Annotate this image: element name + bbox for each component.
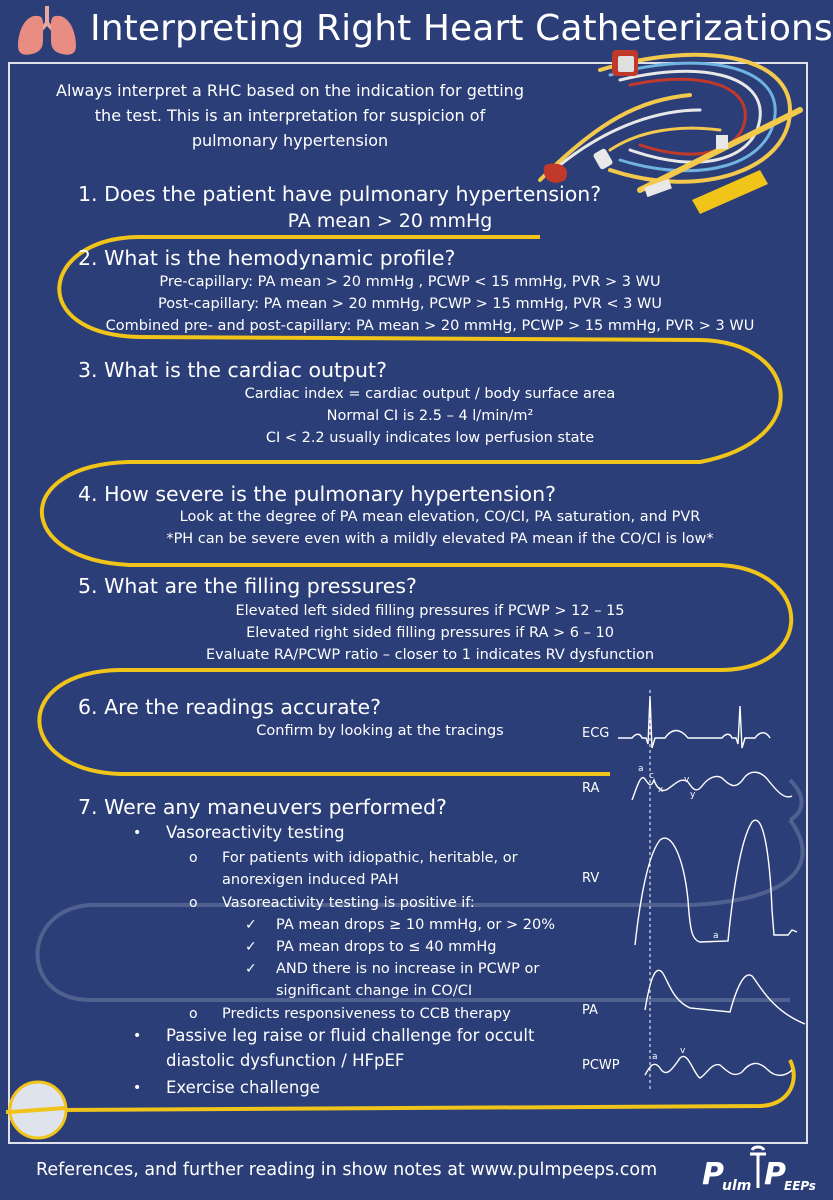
maneuver-passive-leg-raise: diastolic dysfunction / HFpEF	[166, 1051, 405, 1070]
question-2-line: Post-capillary: PA mean > 20 mmHg, PCWP > 15 mmHg, PVR < 3 WU	[158, 296, 662, 312]
ra-wave-a: a	[638, 764, 644, 774]
question-6-heading: 6. Are the readings accurate?	[78, 695, 382, 719]
svg-text:EEPs: EEPs	[784, 1179, 816, 1193]
tracing-label-ecg: ECG	[582, 726, 610, 741]
tracing-label-rv: RV	[582, 871, 600, 886]
tracing-label-ra: RA	[582, 781, 600, 796]
bullet-marker: •	[133, 1028, 142, 1044]
pulm-peeps-logo	[700, 1146, 816, 1196]
question-3-line: CI < 2.2 usually indicates low perfusion state	[265, 430, 595, 446]
footer-references: References, and further reading in show notes at www.pulmpeeps.com	[36, 1160, 658, 1180]
rv-wave-a: a	[713, 931, 719, 941]
question-2-heading: 2. What is the hemodynamic profile?	[78, 246, 456, 270]
criteria-line: PA mean drops ≥ 10 mmHg, or > 20%	[276, 917, 555, 933]
maneuver-passive-leg-raise: Passive leg raise or fluid challenge for occult	[166, 1026, 535, 1045]
intro-text: Always interpret a RHC based on the indication for getting the test. This is an interpretation for suspicion of pulmonary hypertension	[56, 81, 524, 150]
sub-marker: o	[189, 850, 198, 866]
sub-marker: o	[189, 895, 198, 911]
sub-item-line: Vasoreactivity testing is positive if:	[222, 895, 475, 911]
criteria-line: significant change in CO/CI	[276, 983, 473, 999]
check-icon: ✓	[245, 961, 257, 977]
check-icon: ✓	[245, 917, 257, 933]
question-3-heading: 3. What is the cardiac output?	[78, 358, 387, 382]
question-3-line: Normal CI is 2.5 – 4 l/min/m²	[326, 408, 534, 424]
svg-text:P: P	[764, 1157, 786, 1192]
check-icon: ✓	[245, 939, 257, 955]
maneuver-exercise: Exercise challenge	[166, 1078, 320, 1097]
ra-wave-v: v	[684, 775, 690, 785]
question-5-line: Elevated right sided filling pressures if RA > 6 – 10	[246, 625, 614, 641]
sub-item-line: anorexigen induced PAH	[222, 872, 399, 888]
sub-item-line: For patients with idiopathic, heritable, or	[222, 850, 518, 866]
ra-wave-y: y	[690, 790, 696, 800]
sub-item-line: Predicts responsiveness to CCB therapy	[222, 1006, 511, 1022]
question-4-heading: 4. How severe is the pulmonary hypertension?	[78, 482, 556, 506]
question-2-line: Pre-capillary: PA mean > 20 mmHg , PCWP < 15 mmHg, PVR > 3 WU	[159, 274, 661, 290]
ra-wave-x: x	[658, 785, 664, 795]
criteria-line: AND there is no increase in PCWP or	[276, 961, 540, 977]
bullet-marker: •	[133, 1080, 142, 1096]
question-1-heading: 1. Does the patient have pulmonary hypertension?	[78, 182, 602, 206]
bullet-marker: •	[133, 825, 142, 841]
question-5-line: Elevated left sided filling pressures if PCWP > 12 – 15	[235, 603, 625, 619]
question-5-line: Evaluate RA/PCWP ratio – closer to 1 indicates RV dysfunction	[205, 647, 655, 663]
svg-text:P: P	[702, 1157, 724, 1192]
question-2-line: Combined pre- and post-capillary: PA mean > 20 mmHg, PCWP > 15 mmHg, PVR > 3 WU	[105, 318, 755, 334]
pcwp-wave-a: a	[652, 1052, 658, 1062]
sub-marker: o	[189, 1006, 198, 1022]
question-6-line: Confirm by looking at the tracings	[256, 723, 504, 739]
question-7-heading: 7. Were any maneuvers performed?	[78, 795, 447, 819]
svg-text:ulm: ulm	[722, 1178, 752, 1194]
criteria-line: PA mean drops to ≤ 40 mmHg	[276, 939, 497, 955]
pcwp-wave-v: v	[680, 1046, 686, 1056]
page-title: Interpreting Right Heart Catheterizations	[90, 8, 833, 49]
tracing-label-pcwp: PCWP	[582, 1058, 620, 1073]
question-1-line: PA mean > 20 mmHg	[287, 210, 493, 232]
question-4-line: Look at the degree of PA mean elevation, CO/CI, PA saturation, and PVR	[179, 509, 701, 525]
question-4-line: *PH can be severe even with a mildly elevated PA mean if the CO/CI is low*	[166, 531, 714, 547]
question-3-line: Cardiac index = cardiac output / body surface area	[244, 386, 616, 402]
question-5-heading: 5. What are the filling pressures?	[78, 574, 417, 598]
ra-wave-c: c	[649, 771, 654, 781]
tracing-label-pa: PA	[582, 1003, 598, 1018]
maneuver-vasoreactivity: Vasoreactivity testing	[166, 823, 345, 842]
